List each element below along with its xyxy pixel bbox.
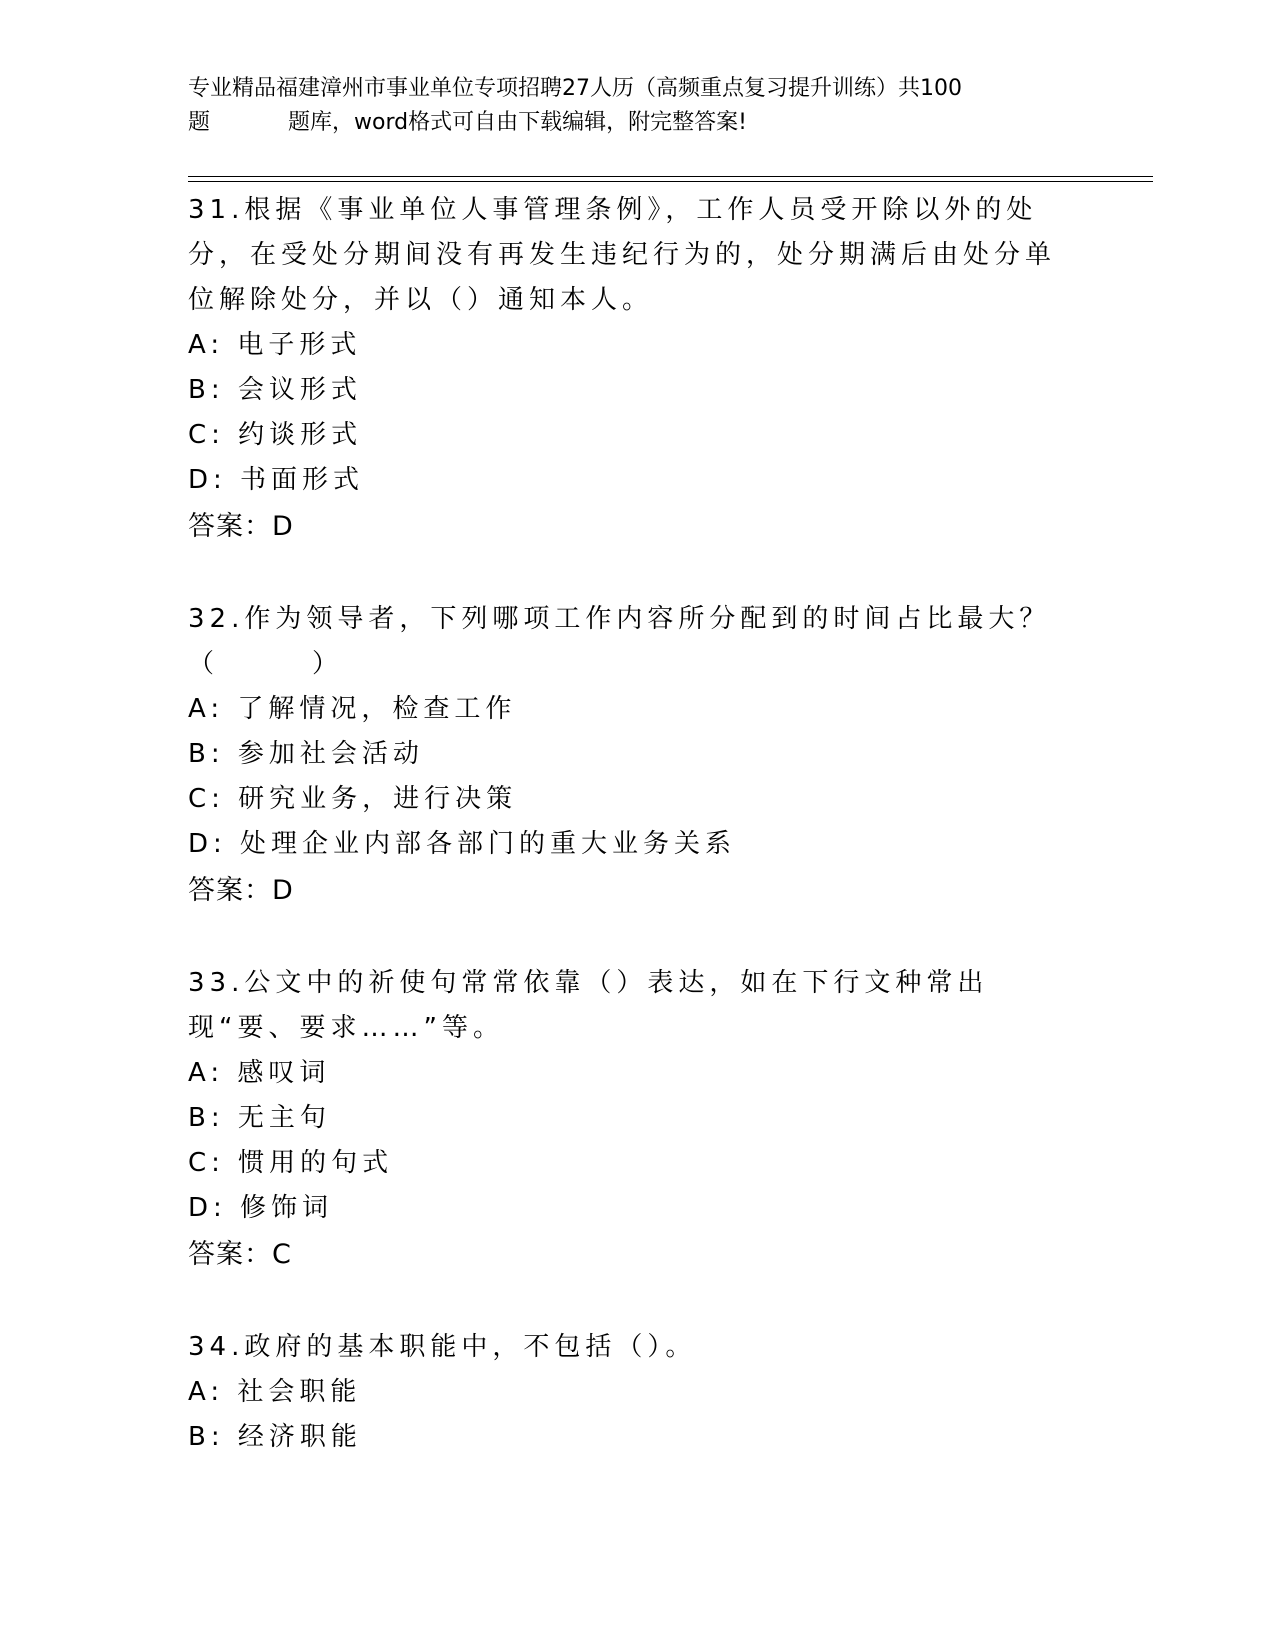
option-d: D: 书面形式 [188, 465, 365, 495]
question-text: 31.根据《事业单位人事管理条例》，工作人员受开除以外的处分，在受处分期间没有再发生违纪行为的，处分期满后由处分单位解除处分，并以（）通知本人。 [188, 195, 1057, 315]
header-title-line1: 专业精品福建漳州市事业单位专项招聘27人历（高频重点复习提升训练）共100 [188, 76, 962, 101]
question-text: 33.公文中的祈使句常常依靠（）表达，如在下行文种常出现“要、要求……”等。 [188, 968, 989, 1043]
option-a: A: 感叹词 [188, 1058, 331, 1088]
header-divider-top [188, 176, 1153, 177]
option-b: B: 参加社会活动 [188, 739, 424, 769]
option-a: A: 电子形式 [188, 330, 362, 360]
header-title-line2 [188, 106, 1088, 140]
option-b: B: 会议形式 [188, 375, 362, 405]
question-list [188, 188, 1088, 1460]
header-divider-bottom [188, 181, 1153, 182]
option-b: B: 经济职能 [188, 1422, 362, 1452]
question-text: 34.政府的基本职能中，不包括（）。 [188, 1332, 697, 1362]
option-b: B: 无主句 [188, 1103, 331, 1133]
option-c: C: 惯用的句式 [188, 1148, 394, 1178]
option-d: D: 修饰词 [188, 1193, 334, 1223]
question-31 [188, 188, 1088, 551]
question-34 [188, 1325, 1088, 1460]
document-header [188, 72, 1088, 140]
answer: 答案：D [188, 511, 294, 542]
header-line2-right: 题库，word格式可自由下载编辑，附完整答案! [288, 110, 747, 135]
question-33 [188, 961, 1088, 1279]
option-c: C: 约谈形式 [188, 420, 363, 450]
question-32 [188, 597, 1088, 915]
header-line2-left: 题 [188, 110, 211, 135]
question-text: 32.作为领导者，下列哪项工作内容所分配到的时间占比最大？（ ） [188, 604, 1051, 679]
answer: 答案：D [188, 875, 294, 906]
option-d: D: 处理企业内部各部门的重大业务关系 [188, 829, 737, 859]
answer: 答案：C [188, 1239, 292, 1270]
option-c: C: 研究业务，进行决策 [188, 784, 518, 814]
option-a: A: 了解情况，检查工作 [188, 694, 517, 724]
option-a: A: 社会职能 [188, 1377, 362, 1407]
